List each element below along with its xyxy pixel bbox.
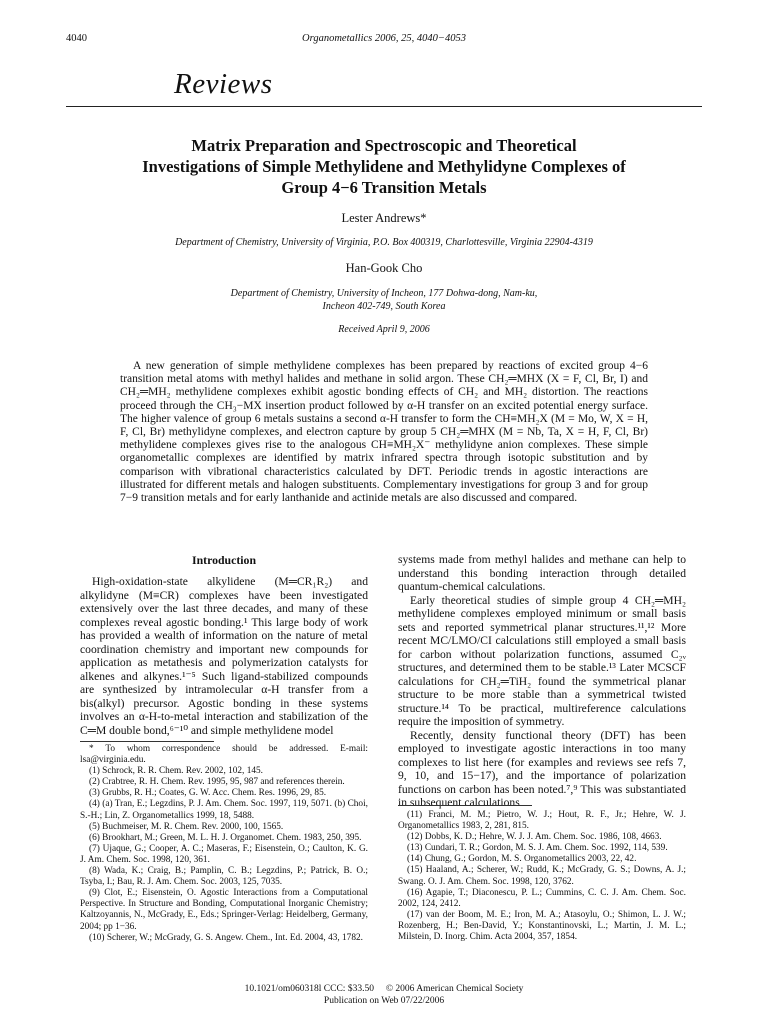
paragraph: Early theoretical studies of simple group 4 CH₂═MH₂ methylidene complexes employed minimum or small basis sets and reported symmetrical planar structures.¹¹,¹² More recent MC/LMO/CI calculations still employed a small basis for carbon without polarization functions, assumed C₂ᵥ structures, and determined them to be stable.¹³ Later MCSCF calculations for CH₂═TiH₂ found the symmetrical planar structure to be more stable than a symmetrical twisted structure.¹⁴ To be practical, multireference calculations require the imposition of symmetry. (398, 593, 686, 728)
reference: (13) Cundari, T. R.; Gordon, M. S. J. Am. Chem. Soc. 1992, 114, 539. (407, 843, 668, 854)
reference: (10) Scherer, W.; McGrady, G. S. Angew. Chem., Int. Ed. 2004, 43, 1782. (89, 932, 363, 943)
reference: (8) Wada, K.; Craig, B.; Pamplin, C. B.; Legzdins, P.; Patrick, B. O.; Tsyba, I.; Bau, R. J. Am. Chem. Soc. 2003, 125, 7035. (80, 866, 368, 888)
reference: (15) Haaland, A.; Scherer, W.; Rudd, K.; McGrady, G. S.; Downs, A. J.; Swang. O. J. Am. Chem. Soc. 1998, 120, 3762. (398, 865, 686, 887)
right-column (398, 553, 686, 810)
author-name: Han-Gook Cho (345, 261, 423, 275)
footnote-rule (398, 805, 532, 806)
reference: (11) Franci, M. M.; Pietro, W. J.; Hout, R. F., Jr.; Hehre, W. J. Organometallics 1983, 2, 281, 815. (398, 810, 686, 832)
title-line: Matrix Preparation and Spectroscopic and Theoretical (191, 136, 577, 155)
title-line: Investigations of Simple Methylidene and Methylidyne Complexes of (142, 157, 626, 176)
doi-copyright: 10.1021/om060318l CCC: $33.50 © 2006 American Chemical Society (244, 984, 524, 994)
header-rule (66, 106, 702, 107)
left-column (80, 553, 368, 737)
publication-date: Publication on Web 07/22/2006 (323, 995, 445, 1006)
author-affiliation: Department of Chemistry, University of Virginia, P.O. Box 400319, Charlottesville, Virginia 22904-4319 (175, 237, 593, 248)
reference: (5) Buchmeiser, M. R. Chem. Rev. 2000, 100, 1565. (89, 821, 284, 832)
footnotes-right (398, 810, 686, 943)
paragraph: Recently, density functional theory (DFT) has been employed to investigate agostic interactions in too many complexes to list here (for examples and reviews see refs 7, 9, 10, and 15−17), and the importance of polarization functions on carbon has been noted.⁷,⁹ This was substantiated in subsequent calculations (398, 728, 686, 809)
reference: (1) Schrock, R. R. Chem. Rev. 2002, 102, 145. (89, 766, 263, 777)
author-name: Lester Andrews* (341, 211, 427, 225)
section-heading: Introduction (191, 553, 257, 567)
article-title (66, 135, 702, 198)
reference: (12) Dobbs, K. D.; Hehre, W. J. J. Am. Chem. Soc. 1986, 108, 4663. (407, 832, 662, 843)
reference: (16) Agapie, T.; Diaconescu, P. L.; Cummins, C. C. J. Am. Chem. Soc. 2002, 124, 2412. (398, 887, 686, 909)
page-number: 4040 (66, 33, 87, 44)
reference: (2) Crabtree, R. H. Chem. Rev. 1995, 95, 987 and references therein. (89, 777, 345, 788)
reference: (17) van der Boom, M. E.; Iron, M. A.; Atasoylu, O.; Shimon, L. J. W.; Rozenberg, H.; Ben-David, Y.; Konstantinovski, L.; Martin, J. M. L.; Milstein, D. Inorg. Chim. Acta 2004, 357, 1854. (398, 909, 686, 943)
received-date: Received April 9, 2006 (338, 324, 430, 335)
reference: (6) Brookhart, M.; Green, M. L. H. J. Organomet. Chem. 1983, 250, 395. (89, 832, 362, 843)
title-line: Group 4−6 Transition Metals (281, 178, 487, 197)
paragraph: systems made from methyl halides and methane can help to understand this bonding interaction through detailed quantum-chemical calculations. (398, 553, 686, 593)
page-footer (66, 984, 702, 1007)
footnote-rule (80, 741, 214, 742)
reference: (7) Ujaque, G.; Cooper, A. C.; Maseras, F.; Eisenstein, O.; Caulton, K. G. J. Am. Chem. Soc. 1998, 120, 361. (80, 843, 368, 865)
reference: (3) Grubbs, R. H.; Coates, G. W. Acc. Chem. Res. 1996, 29, 85. (89, 788, 327, 799)
footnote: * To whom correspondence should be addressed. E-mail: lsa@virginia.edu. (80, 744, 368, 766)
author-affiliation: Incheon 402-749, South Korea (322, 301, 446, 312)
author-affiliation: Department of Chemistry, University of Incheon, 177 Dohwa-dong, Nam-ku, (230, 288, 538, 299)
running-header (66, 33, 702, 47)
reference: (9) Clot, E.; Eisenstein, O. Agostic Interactions from a Computational Perspective. In Structure and Bonding, Computational Inorganic Chemistry; Kaltzoyannis, N., McGrady, E., Eds.; Springer-Verlag: Heidelberg, Germany, 2004; pp 1−36. (80, 888, 368, 932)
paragraph: High-oxidation-state alkylidene (M═CR₁R₂) and alkylidyne (M≡CR) complexes have been investigated extensively over the last three decades, and many of these complexes reveal agostic bonding.¹ This large body of work has provided a wealth of information on the nature of metal coordination chemistry and important new compounds for application as metathesis and polymerization catalysts for alkenes and alkynes.¹⁻⁵ Such ligand-stabilized compounds are synthesized by intramolecular α-H transfer from a bis(alkyl) precursor. Agostic bonding in these systems involves an α-H-to-metal interaction and stabilization of the C═M double bond,⁶⁻¹⁰ and simple methylidene model (80, 575, 368, 737)
section-label: Reviews (174, 68, 273, 100)
footnotes-left (80, 744, 368, 944)
abstract: A new generation of simple methylidene complexes has been prepared by reactions of excited group 4−6 transition metal atoms with methyl halides and methane in solid argon. These CH₂═MHX (X = F, Cl, Br, I) and CH₂═MH₂ methylidene complexes exhibit agostic bonding effects of CH₂ and MH₂ distortion. The reactions proceed through the CH₃−MX insertion product followed by α-H transfer on an excited potential energy surface. The higher valence of group 6 metals sustains a second α-H transfer to form the CH≡MH₂X (M = Mo, W, X = H, F, Cl, Br) methylidyne complexes, and electron capture by group 5 CH₂═MHX (M = Nb, Ta, X = H, F, Cl, Br) methylidene complexes gives rise to the analogous CH≡MH₂X⁻ methylidyne anion complexes. These simple organometallic complexes are identified by matrix infrared spectra through isotopic substitution and by comparison with vibrational characteristics calculated by DFT. Periodic trends in agostic interactions are illustrated for different metals and halogen substituents. Complementary investigations for group 3 and for group 7−9 transition metals and for early lanthanide and actinide metals are also discussed and compared. (120, 360, 648, 505)
journal-reference: Organometallics 2006, 25, 4040−4053 (302, 33, 466, 44)
reference: (14) Chung, G.; Gordon, M. S. Organometallics 2003, 22, 42. (407, 854, 637, 865)
reference: (4) (a) Tran, E.; Legzdins, P. J. Am. Chem. Soc. 1997, 119, 5071. (b) Choi, S.-H.; Lin, Z. Organometallics 1999, 18, 5488. (80, 799, 368, 821)
